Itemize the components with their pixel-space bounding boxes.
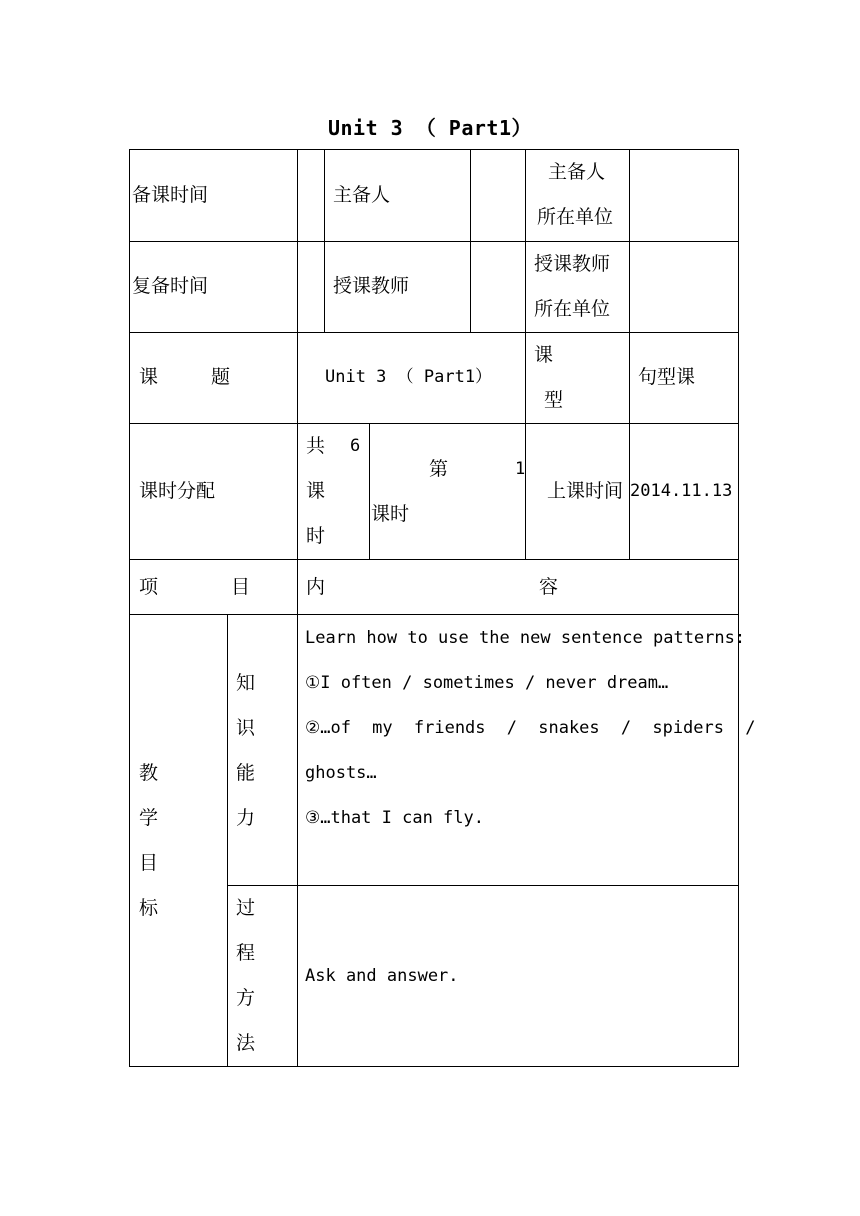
item-label-char2: 目 (231, 576, 251, 598)
item-label-char1: 项 (139, 576, 159, 598)
knowledge-label-char4: 力 (236, 807, 256, 829)
hours-label-cell (129, 423, 298, 560)
topic-value-cell (297, 332, 526, 424)
review-time-label-cell (129, 241, 298, 333)
lead-preparer-value-cell (470, 149, 526, 242)
process-content-cell (297, 885, 739, 1067)
type-label-char1: 课 (534, 344, 554, 366)
objectives-label-char4: 标 (139, 897, 159, 919)
review-time-label: 复备时间 (132, 275, 209, 297)
class-time-value-cell (629, 423, 739, 560)
hours-label: 课时分配 (139, 480, 216, 502)
content-label-char2: 容 (539, 576, 559, 598)
teacher-unit-label-line2: 所在单位 (534, 298, 611, 320)
teacher-unit-label-cell (525, 241, 630, 333)
nth-hour-char1: 第 (429, 458, 449, 480)
type-value-cell (629, 332, 739, 424)
lead-unit-label-cell (525, 149, 630, 242)
objectives-label-char1: 教 (139, 762, 159, 784)
type-label-char2: 型 (544, 389, 564, 411)
process-label-cell (227, 885, 298, 1067)
content-label-cell (297, 559, 739, 615)
lead-unit-label-line1: 主备人 (548, 161, 606, 183)
nth-hour-number: 1 (515, 459, 526, 479)
knowledge-label-char1: 知 (236, 672, 256, 694)
process-text: Ask and answer. (305, 966, 459, 986)
topic-label-char2: 题 (211, 366, 231, 388)
teacher-unit-value-cell (629, 241, 739, 333)
topic-value: Unit 3 （ Part1） (325, 367, 493, 387)
type-label-cell (525, 332, 630, 424)
process-label-char3: 方 (236, 987, 256, 1009)
prep-time-value-cell (297, 149, 325, 242)
knowledge-line-5: ③…that I can fly. (305, 808, 484, 828)
knowledge-label-cell (227, 614, 298, 886)
total-hours-cell (297, 423, 370, 560)
knowledge-label-char3: 能 (236, 762, 256, 784)
objectives-label-char3: 目 (139, 852, 159, 874)
process-label-char4: 法 (236, 1032, 256, 1054)
type-value: 句型课 (638, 366, 696, 388)
teacher-label-cell (324, 241, 471, 333)
class-time-value: 2014.11.13 (630, 481, 733, 501)
objectives-label-cell (129, 614, 228, 1067)
knowledge-content-cell (297, 614, 756, 886)
knowledge-line-3: ②…of my friends / snakes / spiders / (305, 718, 756, 738)
class-time-label: 上课时间 (547, 480, 624, 502)
lead-preparer-label: 主备人 (333, 184, 391, 206)
knowledge-line-2: ①I often / sometimes / never dream… (305, 673, 669, 693)
lead-unit-value-cell (629, 149, 739, 242)
prep-time-label: 备课时间 (132, 184, 209, 206)
item-label-cell (129, 559, 298, 615)
nth-hour-char2: 课时 (371, 503, 410, 525)
process-label-char2: 程 (236, 942, 256, 964)
content-label-char1: 内 (306, 576, 326, 598)
document-title: Unit 3 （ Part1） (327, 116, 533, 140)
knowledge-label-char2: 识 (236, 717, 256, 739)
prep-time-label-cell (129, 149, 298, 242)
knowledge-line-4: ghosts… (305, 763, 377, 783)
lead-unit-label-line2: 所在单位 (537, 206, 614, 228)
teacher-unit-label-line1: 授课教师 (534, 253, 611, 275)
total-hours-char3: 时 (306, 525, 326, 547)
knowledge-line-1: Learn how to use the new sentence patterns: (305, 628, 746, 648)
topic-label-char1: 课 (139, 366, 159, 388)
total-hours-char1: 共 (306, 435, 326, 457)
teacher-value-cell (470, 241, 526, 333)
nth-hour-cell (369, 423, 526, 560)
topic-label-cell (129, 332, 298, 424)
total-hours-char2: 课 (306, 480, 326, 502)
teacher-label: 授课教师 (333, 275, 410, 297)
class-time-label-cell (525, 423, 630, 560)
review-time-value-cell (297, 241, 325, 333)
total-hours-number: 6 (350, 436, 361, 456)
objectives-label-char2: 学 (139, 807, 159, 829)
lead-preparer-label-cell (324, 149, 471, 242)
process-label-char1: 过 (236, 897, 256, 919)
